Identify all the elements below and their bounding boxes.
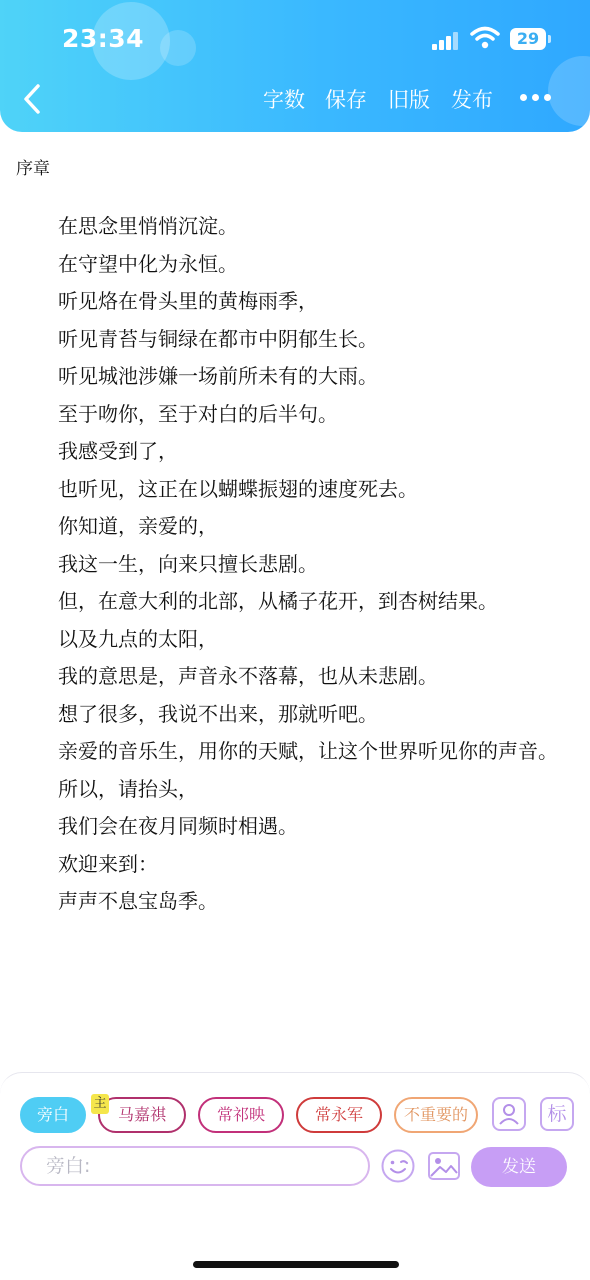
role-chip[interactable]: 常永军 xyxy=(296,1097,382,1133)
tag-button[interactable]: 标 xyxy=(540,1097,574,1131)
narration-input[interactable]: 旁白: xyxy=(20,1146,370,1186)
paragraph: 在守望中化为永恒。 xyxy=(58,251,238,276)
paragraph: 欢迎来到： xyxy=(58,851,158,876)
paragraph: 我这一生，向来只擅长悲剧。 xyxy=(58,551,318,576)
paragraph: 也听见，这正在以蝴蝶振翅的速度死去。 xyxy=(58,476,418,501)
signal-icon xyxy=(432,32,460,50)
role-chip[interactable]: 马嘉祺 xyxy=(98,1097,186,1133)
role-chip-narration[interactable]: 旁白 xyxy=(20,1097,86,1133)
paragraph: 我的意思是，声音永不落幕，也从未悲剧。 xyxy=(58,664,438,688)
role-chip[interactable]: 不重要的 xyxy=(394,1097,478,1133)
paragraph: 我们会在夜月同频时相遇。 xyxy=(58,814,298,838)
paragraph: 以及九点的太阳， xyxy=(58,626,218,651)
paragraph: 至于吻你，至于对白的后半句。 xyxy=(58,401,338,426)
emoji-icon[interactable] xyxy=(380,1148,416,1184)
paragraph: 在思念里悄悄沉淀。 xyxy=(58,214,238,238)
paragraph: 你知道，亲爱的， xyxy=(58,514,218,538)
person-icon xyxy=(494,1099,524,1129)
wifi-icon xyxy=(470,26,500,50)
image-icon[interactable] xyxy=(426,1148,462,1184)
battery-tip xyxy=(548,35,551,43)
role-chip[interactable]: 常祁映 xyxy=(198,1097,284,1133)
paragraph: 听见城池涉嫌一场前所未有的大雨。 xyxy=(58,364,378,388)
more-dots-icon[interactable] xyxy=(520,94,552,104)
paragraph: 想了很多，我说不出来，那就听吧。 xyxy=(58,701,378,726)
paragraph: 听见烙在骨头里的黄梅雨季， xyxy=(58,289,318,313)
chapter-body[interactable] xyxy=(18,208,566,921)
chapter-title: 序章 xyxy=(16,159,50,179)
person-card-icon[interactable] xyxy=(492,1097,526,1131)
paragraph: 声声不息宝岛季。 xyxy=(58,889,218,913)
battery-icon: 29 xyxy=(510,28,546,50)
lead-role-badge: 主 xyxy=(91,1094,109,1114)
paragraph: 所以，请抬头， xyxy=(58,776,198,801)
save-button[interactable]: 保存 xyxy=(325,88,367,112)
publish-button[interactable]: 发布 xyxy=(451,88,493,112)
paragraph: 听见青苔与铜绿在都市中阴郁生长。 xyxy=(58,326,378,351)
back-chevron-icon[interactable] xyxy=(18,80,50,118)
old-version-button[interactable]: 旧版 xyxy=(388,88,430,112)
status-time: 23:34 xyxy=(62,24,145,53)
paragraph: 但，在意大利的北部，从橘子花开，到杏树结果。 xyxy=(58,589,498,613)
decorative-bubble xyxy=(548,56,590,126)
send-button[interactable]: 发送 xyxy=(471,1147,567,1187)
decorative-bubble xyxy=(160,30,196,66)
paragraph: 亲爱的音乐生，用你的天赋，让这个世界听见你的声音。 xyxy=(58,739,558,763)
paragraph: 我感受到了， xyxy=(58,439,178,463)
word-count-button[interactable]: 字数 xyxy=(263,88,305,112)
home-indicator[interactable] xyxy=(193,1261,399,1268)
